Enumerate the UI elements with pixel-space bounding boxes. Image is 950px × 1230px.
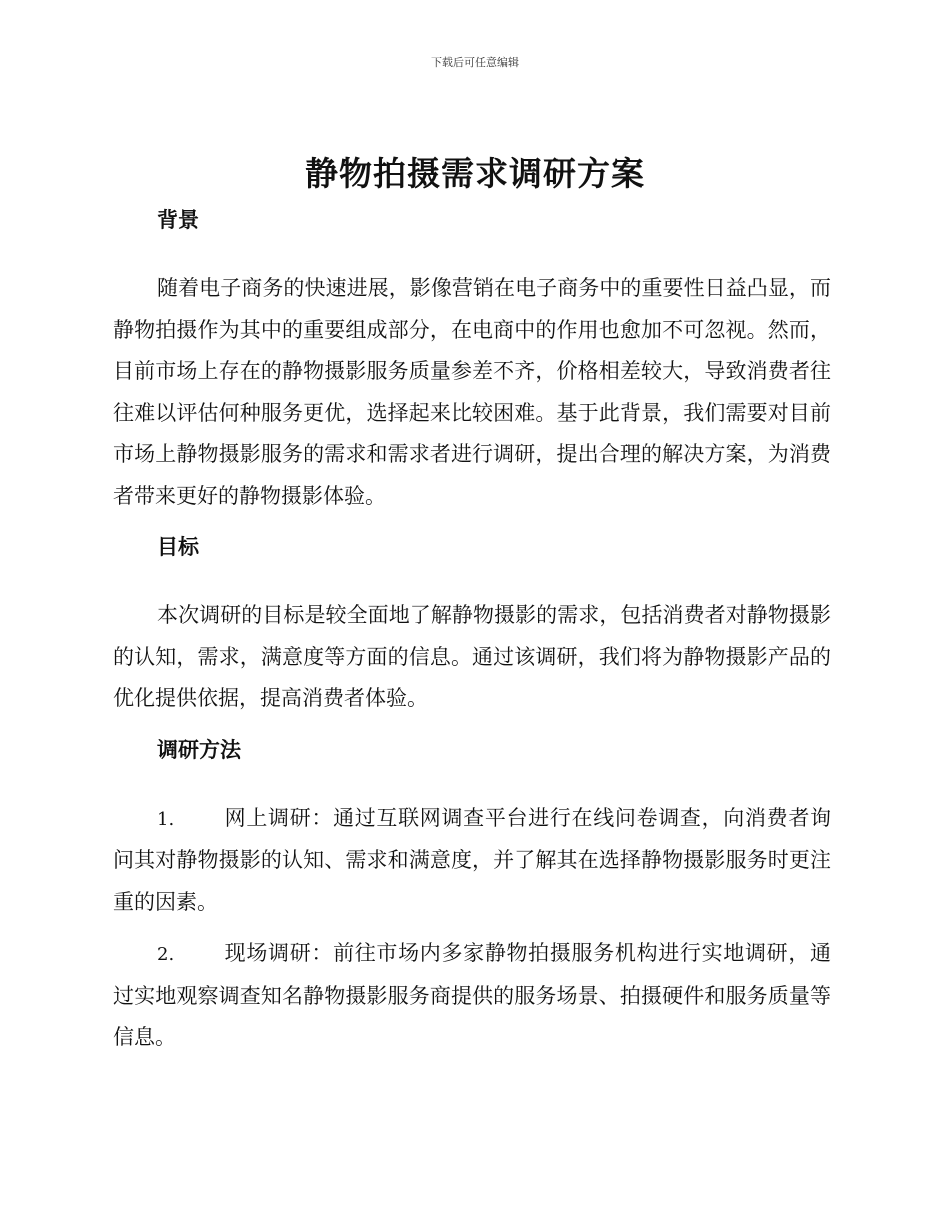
document-body bbox=[113, 204, 831, 1059]
list-item-text: 网上调研：通过互联网调查平台进行在线问卷调查，向消费者询问其对静物摄影的认知、需求和满意度，并了解其在选择静物摄影服务时更注重的因素。 bbox=[113, 805, 831, 914]
list-item-text: 现场调研：前往市场内多家静物拍摄服务机构进行实地调研，通过实地观察调查知名静物摄影服务商提供的服务场景、拍摄硬件和服务质量等信息。 bbox=[113, 941, 831, 1049]
list-item-number: 1. bbox=[157, 808, 175, 830]
section-heading-method: 调研方法 bbox=[157, 737, 241, 762]
document-title: 静物拍摄需求调研方案 bbox=[305, 154, 645, 193]
section-heading-background: 背景 bbox=[157, 208, 199, 232]
goal-paragraph: 本次调研的目标是较全面地了解静物摄影的需求，包括消费者对静物摄影的认知，需求，满意度等方面的信息。通过该调研，我们将为静物摄影产品的优化提供依据，提高消费者体验。 bbox=[113, 603, 831, 710]
page-header-note: 下载后可任意编辑 bbox=[431, 56, 519, 69]
method-list-item bbox=[113, 933, 831, 1059]
section-heading-goal: 目标 bbox=[157, 535, 199, 559]
list-item-number: 2. bbox=[157, 944, 175, 965]
background-paragraph: 随着电子商务的快速进展，影像营销在电子商务中的重要性日益凸显，而静物拍摄作为其中的重要组成部分，在电商中的作用也愈加不可忽视。然而，目前市场上存在的静物摄影服务质量参差不齐，价格相差较大，导致消费者往往难以评估何种服务更优，选择起来比较困难。基于此背景，我们需要对目前市场上静物摄影服务的需求和需求者进行调研，提出合理的解决方案，为消费者带来更好的静物摄影体验。 bbox=[113, 276, 831, 508]
method-list-item bbox=[113, 798, 831, 924]
